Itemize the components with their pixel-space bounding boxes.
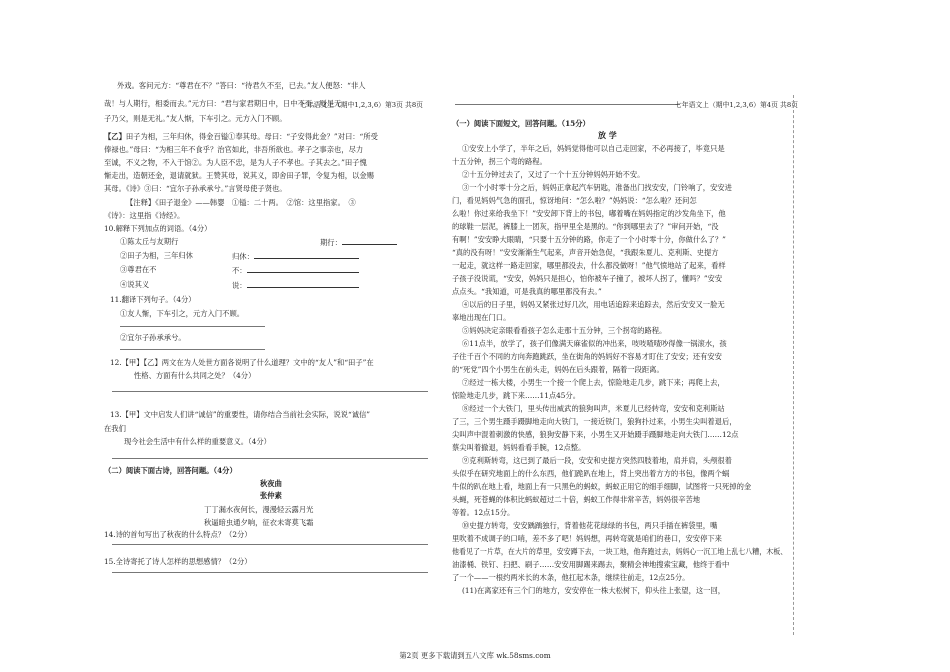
text-line: (11)在离家还有三个门的地方，安安停在一株大松树下，仰头往上张望，这一回， <box>462 586 726 595</box>
poem-line: 丁丁漏水夜何长，漫漫轻云露月光 <box>204 505 314 514</box>
question-13-cont: 在我们 <box>104 424 126 433</box>
q10-item: ①陈太丘与友期行 <box>120 237 179 246</box>
text-line: 的球鞋一层泥，裤膝上一团灰，指甲里全是黑的。“你到哪里去了？”审问开始，“没 <box>452 222 719 231</box>
answer-line[interactable] <box>120 349 265 350</box>
text-line: 等着。12点15分。 <box>452 508 515 517</box>
answer-blank[interactable] <box>247 265 359 273</box>
text-line: 田子为相，三年归休，得金百镒①奉其母。母曰：“子安得此金？”对曰：“所受 <box>125 132 378 141</box>
text-line: 蔡尖叫着撤退，妈妈看看手腕，12点整。 <box>452 443 586 452</box>
header-rule <box>455 104 680 105</box>
text-line: 头蝇，死苍蝇的体积比蚂蚁超过二十倍，蚂蚁工作得非常辛苦，妈妈很辛苦地 <box>452 495 701 504</box>
answer-blank[interactable] <box>342 237 397 245</box>
q10-answer[interactable] <box>232 251 359 261</box>
text-line: 了三，三个男生蹑手蹑脚地走向大铁门，一接近铁门，狼狗扑过来，小男生尖叫着退后， <box>452 417 737 426</box>
article-title: 放 学 <box>598 130 617 140</box>
text-line: 子孩子没说谎，“安安，妈妈只是担心，怕你被车子撞了，被坏人拐了，懂吗？”安安 <box>452 274 723 283</box>
question-13-cont: 现今社会生活中有什么样的重要意义。（4分） <box>124 437 271 446</box>
binding-margin-line <box>793 95 794 635</box>
text-line: 俸禄也。”母曰：“为相三年不食乎？治官如此，非吾所欲也。孝子之事亲也，尽力 <box>104 145 364 154</box>
question-13: 13.【甲】文中启发人们讲“诚信”的重要性，请你结合当前社会实际，说说“诚信” <box>110 410 371 419</box>
q10-answer[interactable] <box>232 280 359 290</box>
text-line: ⑤妈妈决定亲眼看看孩子怎么走那十五分钟，三个拐弯的路程。 <box>462 326 667 335</box>
text-line: 有啊！”安安睁大眼睛，“只要十五分钟的路，你走了一个小时零十分，你做什么了？” <box>452 235 726 244</box>
text-line: ③一个小时零十分之后，妈妈正拿起汽车钥匙，准备出门找安安，门铃响了，安安进 <box>462 183 732 192</box>
question-12: 12.【甲】【乙】两文在为人处世方面各说明了什么道理？文中的“友人”和“田子”在 <box>110 358 374 367</box>
header-right: 七年语文上（期中1,2,3,6）第4页 共8页 <box>675 101 798 109</box>
q10-label: 说： <box>232 281 247 290</box>
text-line: 头似乎在研究地面上的什么东西，他们跪趴在地上，背上突出着方方的书包，像两个蜗 <box>452 469 730 478</box>
text-line: 惭走出，造朝还金，退请就狱。王赞其母，说其义，即舍田子罪，令复为相，以金赐 <box>104 171 374 180</box>
text-line: 里吹着不成调子的口哨，差不多了吧！妈妈想，再转弯就是咱们的巷口，安安停下来 <box>452 534 722 543</box>
question-12-cont: 性格、方面有什么共同之处？（4分） <box>134 371 256 380</box>
answer-line[interactable] <box>112 391 428 392</box>
page-footer: 第2页 更多下载请到五八文库 wk.58sms.com <box>399 651 551 660</box>
passage-b-line <box>104 132 378 141</box>
answer-blank[interactable] <box>254 251 359 259</box>
section-label: 【乙】 <box>104 132 126 141</box>
question-11: 11.翻译下列句子。（4分） <box>110 295 196 304</box>
answer-blank[interactable] <box>247 280 359 288</box>
text-line: ⑧经过一个大铁门，里头传出威武的狼狗叫声，米夏儿已经转弯，安安和克利斯站 <box>462 404 725 413</box>
note-line: 【注释】《田子退金》——韩婴 ①镒：二十两。 ②馆：这里指家。 ③ <box>126 198 356 207</box>
poem-author: 张仲素 <box>260 491 282 500</box>
text-line: 惊险地走几步，跳下来……11点45分。 <box>452 391 581 400</box>
q10-item: ②田子为相，三年归休 <box>120 251 193 260</box>
text-line: 十五分钟，拐三个弯的路程。 <box>452 157 547 166</box>
text-line: 他看见了一片草，在大片的草里，安安蹲下去，一块工地，他奔跑过去，妈妈心一沉工地上乱七八糟，木板、 <box>452 547 788 556</box>
text-line: 么啦！你过来给我坐下！”安安卸下背上的书包，嘟着嘴在妈妈指定的沙发角坐下，他 <box>452 209 726 218</box>
poem-title: 秋夜曲 <box>260 479 282 488</box>
answer-line[interactable] <box>120 326 265 327</box>
text-line: ⑥11点半，放学了，孩子们像满天麻雀似的冲出来，吱吱喳喳吵得像一锅滚水，孩 <box>462 339 727 348</box>
section-2-heading: （二）阅读下面古诗，回答问题。（4分） <box>104 466 237 475</box>
q10-item: ③尊君在不 <box>120 265 157 274</box>
note-line: 《诗》：这里指《诗经》。 <box>104 211 185 220</box>
text-line: 牛似的趴在地上看，地面上有一只黑色的蚂蚁，蚂蚁正用它的细手细脚，试图将一只死掉的金 <box>452 482 752 491</box>
text-line: 油漆桶、铁钉、扫把、刷子……安安用脚踢来踢去，聚精会神地搜索宝藏，他终于看中 <box>452 560 730 569</box>
answer-line[interactable] <box>112 544 428 545</box>
q10-answer[interactable] <box>320 237 397 247</box>
text-line: ④以后的日子里，妈妈又紧张过好几次，用电话追踪来追踪去，然后安安又一脸无 <box>462 300 725 309</box>
text-line: 外戏。客问元方：“尊君在不？”答曰：“待君久不至，已去。”友人便怒：“非人 <box>117 81 366 90</box>
section-1-heading: （一）阅读下面短文，回答问题。（15分） <box>452 119 590 128</box>
question-14: 14.诗的首句写出了秋夜的什么特点？（2分） <box>104 530 252 539</box>
text-line: 其母。《诗》③曰：“宜尔子孙承承兮。”言贤母使子贤也。 <box>104 184 287 193</box>
text-line: ⑩史提方转弯，安安踽踽独行，背着他花花绿绿的书包，两只手插在裤袋里，嘴 <box>462 521 718 530</box>
text-line: ①安安上小学了，半年之后，妈妈觉得他可以自己走回家，不必再接了，毕竟只是 <box>462 144 725 153</box>
text-line: “真的没有呀！”安安渐渐生气起来，声音开始急促，“我跟朱夏儿、克利斯、史提方 <box>452 248 719 257</box>
text-line: 门，看见妈妈气急的面孔，惊讶地问：“怎么啦？”妈妈说：“怎么啦？还问怎 <box>452 196 697 205</box>
text-line: 的“死党”四个小男生在前头走，妈妈在后头跟着，隔着一段距离。 <box>452 365 664 374</box>
header-left: 七年语文上（期中1,2,3,6）第3页 共8页 <box>300 101 423 109</box>
q10-item: ④说其义 <box>120 280 150 289</box>
q10-answer[interactable] <box>232 265 359 275</box>
poem-line: 秋逼暗虫通夕响，征衣未寄莫飞霜 <box>204 518 314 527</box>
text-line: 一起走，就这样一路走回家，哪里都没去，什么都没做呀！”他气愤地站了起来，看样 <box>452 261 726 270</box>
text-line: ⑨克利斯转弯，这已到了最后一段，安安和史提方突然四肢着地，肩并肩，头颅很着 <box>462 456 732 465</box>
q10-label: 期行： <box>320 238 342 247</box>
text-line: 尖叫声中混着刺激的快感，狼狗安静下来，小男生又开始蹑手蹑脚地走向大铁门……12点 <box>452 430 739 439</box>
text-line: 子往千百个不同的方向奔跑跳跃，坐在街角的妈妈好不容易才盯住了安安；还有安安 <box>452 352 722 361</box>
text-line: 点点头。“我知道，可是我真的哪里都没有去。” <box>452 287 602 296</box>
answer-line[interactable] <box>112 572 428 573</box>
question-15: 15.全诗寄托了诗人怎样的思想感情？（2分） <box>104 557 252 566</box>
text-line: 子乃父，则是无礼。”友人惭，下车引之。元方入门不顾。 <box>104 114 287 123</box>
question-10: 10.解释下列加点的词语。（4分） <box>104 224 212 233</box>
text-line: 至诚，不义之物，不入于馆②。为人臣不忠，是为人子不孝也。子其去之。”田子愧 <box>104 158 367 167</box>
answer-line[interactable] <box>112 458 428 459</box>
text-line: 哉！与人期行，相委而去。”元方曰：“君与家君期日中，日中不至，则是无 <box>104 99 342 108</box>
q10-label: 不： <box>232 266 247 275</box>
text-line: 辜地出现在门口。 <box>452 313 511 322</box>
text-line: 了一个——一根约两米长的木条，他扛起木条，继续往前走，12点25分。 <box>452 573 690 582</box>
text-line: ②十五分钟过去了，又过了一个十五分钟妈妈开始不安。 <box>462 170 645 179</box>
q10-label: 归休： <box>232 252 254 261</box>
q11-item: ①友人惭，下车引之，元方入门不顾。 <box>120 309 245 318</box>
q11-item: ②宜尔子孙承承兮。 <box>120 333 186 342</box>
text-line: ⑦经过一栋大楼，小男生一个接一个爬上去，惊险地走几步，跳下来；再爬上去， <box>462 378 725 387</box>
